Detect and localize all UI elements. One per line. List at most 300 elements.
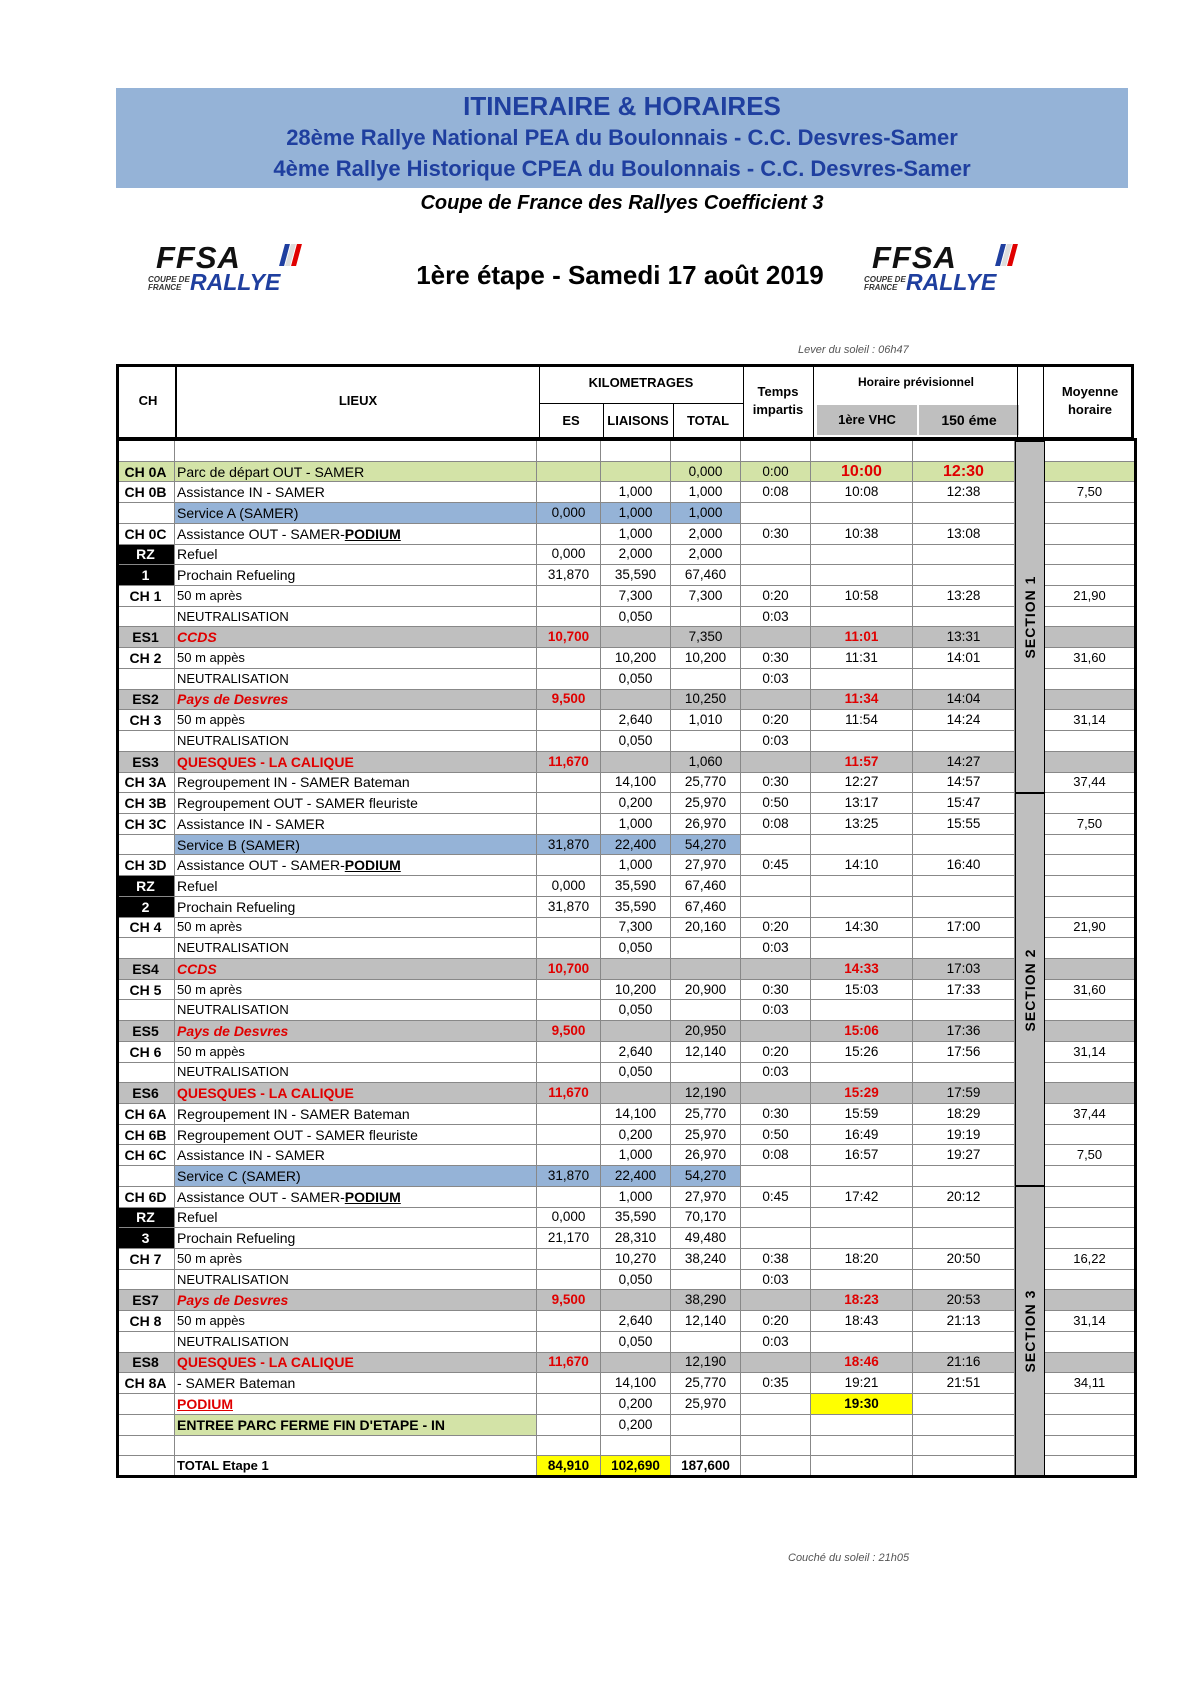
cell-ch: CH 3B: [117, 793, 175, 814]
cell-ch: [117, 1394, 175, 1415]
cell-moyenne: [1045, 461, 1135, 482]
cell-ch: [117, 1166, 175, 1187]
cell-temps: [741, 627, 811, 648]
cell-temps: 0:03: [741, 938, 811, 959]
cell-lieu: [175, 1331, 537, 1352]
table-row: [117, 772, 1135, 793]
cell-150eme: 14:01: [913, 648, 1015, 669]
table-row: [117, 1000, 1135, 1021]
lieu-label: Assistance OUT - SAMER-: [177, 857, 345, 874]
cell-150eme: [913, 1414, 1015, 1435]
cell-ch: [117, 1414, 175, 1435]
cell-liaisons: 1,000: [601, 1145, 671, 1166]
cell-liaisons: 102,690: [601, 1456, 671, 1477]
cell-150eme: [913, 565, 1015, 586]
cell-lieu: [175, 1145, 537, 1166]
section-1-label: SECTION 1: [1015, 441, 1045, 793]
cell-lieu: [175, 917, 537, 938]
cell-1ere-vhc: 11:31: [811, 648, 913, 669]
cell-es-km: [537, 1104, 601, 1125]
cell-150eme: 21:16: [913, 1352, 1015, 1373]
cell-es-km: [537, 855, 601, 876]
cell-temps: 0:03: [741, 1000, 811, 1021]
cell-moyenne: [1045, 1186, 1135, 1207]
cell-total: 20,160: [671, 917, 741, 938]
cell-ch: ES4: [117, 958, 175, 979]
table-row: [117, 1228, 1135, 1249]
cell-150eme: 16:40: [913, 855, 1015, 876]
lieu-label: 50 m après: [177, 919, 243, 935]
cell-total: 26,970: [671, 813, 741, 834]
cell-lieu: [175, 1352, 537, 1373]
cell-1ere-vhc: 11:57: [811, 751, 913, 772]
cell-liaisons: 10,270: [601, 1249, 671, 1270]
cell-temps: 0:03: [741, 1331, 811, 1352]
lieu-label: NEUTRALISATION: [177, 1064, 289, 1080]
cell-lieu: [175, 1394, 537, 1415]
empty-cell: [117, 441, 175, 462]
cell-ch: CH 4: [117, 917, 175, 938]
cell-moyenne: 37,44: [1045, 772, 1135, 793]
cell-1ere-vhc: 15:59: [811, 1104, 913, 1125]
cell-liaisons: 35,590: [601, 876, 671, 897]
cell-ch: CH 0B: [117, 482, 175, 503]
cell-ch: CH 0C: [117, 523, 175, 544]
cell-liaisons: 0,050: [601, 1062, 671, 1083]
cell-1ere-vhc: [811, 896, 913, 917]
cell-es-km: [537, 1145, 601, 1166]
cell-150eme: [913, 731, 1015, 752]
cell-es-km: [537, 1186, 601, 1207]
cell-1ere-vhc: 10:38: [811, 523, 913, 544]
table-row: [117, 731, 1135, 752]
cell-total: 70,170: [671, 1207, 741, 1228]
cell-liaisons: 1,000: [601, 523, 671, 544]
lieu-label: Pays de Desvres: [177, 1292, 289, 1309]
cell-moyenne: 7,50: [1045, 482, 1135, 503]
cell-1ere-vhc: [811, 834, 913, 855]
cell-liaisons: 0,200: [601, 1414, 671, 1435]
cell-liaisons: 35,590: [601, 565, 671, 586]
cell-moyenne: 31,14: [1045, 710, 1135, 731]
cell-1ere-vhc: [811, 668, 913, 689]
cell-ch: CH 6D: [117, 1186, 175, 1207]
cell-moyenne: [1045, 876, 1135, 897]
lieu-label: QUESQUES - LA CALIQUE: [177, 1354, 354, 1371]
cell-liaisons: 22,400: [601, 834, 671, 855]
flag-icon: [280, 244, 300, 266]
cell-temps: 0:03: [741, 1269, 811, 1290]
rally-name-national: 28ème Rallye National PEA du Boulonnais - C.C. Desvres-Samer: [286, 125, 958, 150]
col-horaire: Horaire prévisionnel: [857, 375, 975, 389]
cell-lieu: [175, 1104, 537, 1125]
table-row: [117, 1124, 1135, 1145]
table-row: [117, 627, 1135, 648]
cell-150eme: [913, 668, 1015, 689]
cell-1ere-vhc: 12:27: [811, 772, 913, 793]
cell-total: 7,300: [671, 586, 741, 607]
cell-es-km: [537, 979, 601, 1000]
lieu-label: Regroupement IN - SAMER Bateman: [177, 1105, 410, 1122]
cell-liaisons: 0,050: [601, 1269, 671, 1290]
cell-lieu: [175, 544, 537, 565]
table-row: [117, 1166, 1135, 1187]
stage-title: 1ère étape - Samedi 17 août 2019: [416, 260, 824, 290]
cell-lieu: [175, 793, 537, 814]
cell-temps: 0:20: [741, 1041, 811, 1062]
cell-lieu: [175, 772, 537, 793]
cell-1ere-vhc: [811, 1414, 913, 1435]
cell-es-km: [537, 668, 601, 689]
cell-temps: 0:03: [741, 731, 811, 752]
cell-ch: CH 1: [117, 586, 175, 607]
cell-temps: [741, 1414, 811, 1435]
cell-total: 67,460: [671, 896, 741, 917]
table-row: [117, 1331, 1135, 1352]
cell-es-km: 11,670: [537, 1083, 601, 1104]
cell-150eme: [913, 1062, 1015, 1083]
cell-150eme: 15:47: [913, 793, 1015, 814]
cell-moyenne: [1045, 855, 1135, 876]
table-row: [117, 1062, 1135, 1083]
cell-1ere-vhc: 13:25: [811, 813, 913, 834]
cell-total: [671, 668, 741, 689]
flag-icon: [996, 244, 1016, 266]
cell-liaisons: [601, 958, 671, 979]
lieu-label: Assistance IN - SAMER: [177, 484, 325, 501]
cell-liaisons: 0,050: [601, 1331, 671, 1352]
cell-lieu: [175, 1124, 537, 1145]
cell-lieu: [175, 586, 537, 607]
cell-liaisons: [601, 689, 671, 710]
cell-temps: [741, 503, 811, 524]
cell-150eme: 14:57: [913, 772, 1015, 793]
cell-ch: ES7: [117, 1290, 175, 1311]
table-row: [117, 793, 1135, 814]
cell-lieu: [175, 523, 537, 544]
cell-total: 0,000: [671, 461, 741, 482]
cell-temps: 0:30: [741, 979, 811, 1000]
cell-150eme: 21:51: [913, 1373, 1015, 1394]
lieu-label: Assistance OUT - SAMER-: [177, 1188, 345, 1205]
cell-1ere-vhc: 11:01: [811, 627, 913, 648]
cell-liaisons: 22,400: [601, 1166, 671, 1187]
cell-es-km: [537, 523, 601, 544]
cell-ch: 2: [117, 896, 175, 917]
cell-es-km: [537, 586, 601, 607]
cell-lieu: [175, 1062, 537, 1083]
cell-total: 27,970: [671, 855, 741, 876]
rally-name-historique: 4ème Rallye Historique CPEA du Boulonnais - C.C. Desvres-Samer: [273, 156, 971, 181]
cell-moyenne: [1045, 1290, 1135, 1311]
cell-temps: [741, 1290, 811, 1311]
cell-150eme: [913, 606, 1015, 627]
cell-es-km: 10,700: [537, 958, 601, 979]
cell-1ere-vhc: [811, 1456, 913, 1477]
cell-moyenne: [1045, 1062, 1135, 1083]
cell-150eme: 20:50: [913, 1249, 1015, 1270]
cell-150eme: 21:13: [913, 1311, 1015, 1332]
cell-ch: ES5: [117, 1021, 175, 1042]
lieu-label: 50 m après: [177, 981, 243, 997]
cell-moyenne: [1045, 793, 1135, 814]
cell-liaisons: 7,300: [601, 586, 671, 607]
cell-liaisons: 1,000: [601, 482, 671, 503]
cell-total: 25,970: [671, 793, 741, 814]
cell-moyenne: [1045, 627, 1135, 648]
cell-total: 38,290: [671, 1290, 741, 1311]
cell-1ere-vhc: 10:00: [811, 461, 913, 482]
cell-1ere-vhc: 18:43: [811, 1311, 913, 1332]
cell-150eme: [913, 938, 1015, 959]
cell-temps: [741, 565, 811, 586]
cell-liaisons: 0,050: [601, 938, 671, 959]
cell-moyenne: 31,60: [1045, 648, 1135, 669]
cell-ch: [117, 731, 175, 752]
cell-total: [671, 958, 741, 979]
empty-cell: [537, 1435, 601, 1456]
cell-temps: [741, 896, 811, 917]
col-temps-impartis: Temps impartis: [752, 384, 804, 417]
cell-lieu: [175, 1021, 537, 1042]
cell-total: 20,900: [671, 979, 741, 1000]
cell-ch: [117, 503, 175, 524]
table-row: [117, 1249, 1135, 1270]
cell-temps: [741, 1083, 811, 1104]
cell-ch: [117, 834, 175, 855]
podium-link: PODIUM: [344, 1188, 401, 1205]
cell-temps: 0:30: [741, 1104, 811, 1125]
cell-liaisons: [601, 627, 671, 648]
table-row: [117, 523, 1135, 544]
cell-1ere-vhc: [811, 731, 913, 752]
cell-es-km: 10,700: [537, 627, 601, 648]
cell-total: 25,970: [671, 1394, 741, 1415]
cell-temps: [741, 958, 811, 979]
lieu-label: NEUTRALISATION: [177, 670, 289, 686]
lieu-label: Parc de départ OUT - SAMER: [177, 463, 365, 480]
table-row: [117, 938, 1135, 959]
cell-1ere-vhc: 14:10: [811, 855, 913, 876]
cell-total: 2,000: [671, 544, 741, 565]
lieu-label: Assistance IN - SAMER: [177, 1147, 325, 1164]
cell-moyenne: [1045, 1414, 1135, 1435]
table-row: [117, 1083, 1135, 1104]
lieu-label: 50 m appès: [177, 712, 245, 728]
table-row: [117, 441, 1135, 462]
cell-total: 2,000: [671, 523, 741, 544]
cell-temps: [741, 1394, 811, 1415]
cell-moyenne: 34,11: [1045, 1373, 1135, 1394]
cell-1ere-vhc: [811, 1228, 913, 1249]
cell-moyenne: [1045, 606, 1135, 627]
cell-temps: [741, 751, 811, 772]
lieu-label: Service A (SAMER): [177, 505, 299, 522]
subtitle: Coupe de France des Rallyes Coefficient 3: [420, 192, 824, 214]
lieu-label: Assistance OUT - SAMER-: [177, 525, 345, 542]
cell-lieu: [175, 834, 537, 855]
cell-es-km: [537, 917, 601, 938]
cell-150eme: [913, 1269, 1015, 1290]
lieu-label: Prochain Refueling: [177, 567, 296, 584]
cell-total: 26,970: [671, 1145, 741, 1166]
cell-total: 54,270: [671, 834, 741, 855]
cell-total: 7,350: [671, 627, 741, 648]
cell-ch: RZ: [117, 1207, 175, 1228]
cell-temps: 0:03: [741, 668, 811, 689]
cell-temps: [741, 1456, 811, 1477]
cell-lieu: [175, 751, 537, 772]
cell-temps: [741, 689, 811, 710]
cell-lieu: [175, 482, 537, 503]
cell-150eme: 19:19: [913, 1124, 1015, 1145]
cell-1ere-vhc: [811, 1269, 913, 1290]
cell-es-km: [537, 1414, 601, 1435]
cell-liaisons: 2,640: [601, 1311, 671, 1332]
table-row: [117, 979, 1135, 1000]
cell-temps: [741, 1166, 811, 1187]
cell-lieu: [175, 627, 537, 648]
cell-1ere-vhc: 15:06: [811, 1021, 913, 1042]
cell-ch: CH 5: [117, 979, 175, 1000]
cell-total: [671, 731, 741, 752]
cell-ch: CH 6C: [117, 1145, 175, 1166]
col-total: TOTAL: [686, 413, 730, 428]
cell-ch: RZ: [117, 544, 175, 565]
cell-temps: 0:50: [741, 793, 811, 814]
cell-150eme: 17:36: [913, 1021, 1015, 1042]
cell-150eme: 17:33: [913, 979, 1015, 1000]
cell-liaisons: 28,310: [601, 1228, 671, 1249]
cell-es-km: [537, 606, 601, 627]
cell-es-km: 31,870: [537, 1166, 601, 1187]
cell-moyenne: 16,22: [1045, 1249, 1135, 1270]
cell-moyenne: [1045, 731, 1135, 752]
cell-ch: 3: [117, 1228, 175, 1249]
cell-moyenne: [1045, 1394, 1135, 1415]
table-row: [117, 606, 1135, 627]
cell-lieu: [175, 1083, 537, 1104]
lieu-label: Service C (SAMER): [177, 1168, 301, 1185]
cell-total: [671, 1000, 741, 1021]
cell-total: 12,190: [671, 1083, 741, 1104]
cell-moyenne: [1045, 565, 1135, 586]
cell-150eme: [913, 544, 1015, 565]
table-row: [117, 503, 1135, 524]
cell-total: 1,000: [671, 503, 741, 524]
col-moyenne-horaire: Moyenne horaire: [1061, 384, 1119, 417]
cell-total: 25,970: [671, 1124, 741, 1145]
table-row: [117, 1145, 1135, 1166]
cell-lieu: [175, 1456, 537, 1477]
lieu-label: NEUTRALISATION: [177, 1271, 289, 1287]
cell-ch: [117, 668, 175, 689]
col-150eme: 150 éme: [919, 405, 1019, 435]
cell-es-km: [537, 1394, 601, 1415]
empty-cell: [811, 441, 913, 462]
cell-liaisons: 0,200: [601, 1394, 671, 1415]
sunset-note: Couché du soleil : 21h05: [788, 1552, 910, 1564]
table-row: [117, 710, 1135, 731]
cell-moyenne: [1045, 1000, 1135, 1021]
table-row: [117, 1269, 1135, 1290]
col-1ere-vhc: 1ère VHC: [817, 405, 917, 435]
cell-es-km: 11,670: [537, 1352, 601, 1373]
page-title: ITINERAIRE & HORAIRES: [463, 91, 781, 121]
cell-lieu: [175, 938, 537, 959]
cell-es-km: [537, 1041, 601, 1062]
table-row: [117, 1435, 1135, 1456]
cell-es-km: 9,500: [537, 1290, 601, 1311]
cell-lieu: [175, 813, 537, 834]
table-header: [116, 364, 1134, 440]
table-row: [117, 917, 1135, 938]
cell-temps: 0:08: [741, 813, 811, 834]
cell-ch: ES3: [117, 751, 175, 772]
empty-cell: [741, 1435, 811, 1456]
cell-total: 12,190: [671, 1352, 741, 1373]
cell-temps: 0:08: [741, 1145, 811, 1166]
cell-moyenne: 7,50: [1045, 813, 1135, 834]
cell-1ere-vhc: 16:57: [811, 1145, 913, 1166]
empty-cell: [811, 1435, 913, 1456]
lieu-label: 50 m appès: [177, 1043, 245, 1059]
cell-total: [671, 1414, 741, 1435]
cell-liaisons: 14,100: [601, 1373, 671, 1394]
table-row: [117, 1414, 1135, 1435]
empty-cell: [913, 1435, 1015, 1456]
cell-es-km: 0,000: [537, 876, 601, 897]
cell-liaisons: 14,100: [601, 772, 671, 793]
cell-es-km: 31,870: [537, 565, 601, 586]
cell-es-km: [537, 1269, 601, 1290]
cell-total: [671, 1269, 741, 1290]
empty-cell: [601, 1435, 671, 1456]
cell-150eme: [913, 896, 1015, 917]
cell-lieu: [175, 565, 537, 586]
cell-150eme: [913, 1166, 1015, 1187]
table-row: [117, 482, 1135, 503]
cell-moyenne: [1045, 503, 1135, 524]
table-row: [117, 648, 1135, 669]
cell-ch: ES6: [117, 1083, 175, 1104]
cell-liaisons: 35,590: [601, 1207, 671, 1228]
itinerary-table: [116, 440, 1135, 1477]
cell-lieu: [175, 1373, 537, 1394]
cell-150eme: 14:04: [913, 689, 1015, 710]
table-row: [117, 855, 1135, 876]
podium-link: PODIUM: [344, 525, 401, 542]
cell-liaisons: [601, 1083, 671, 1104]
cell-1ere-vhc: 17:42: [811, 1186, 913, 1207]
cell-lieu: [175, 1311, 537, 1332]
lieu-label: Pays de Desvres: [177, 1022, 289, 1039]
cell-lieu: [175, 1228, 537, 1249]
cell-150eme: 13:08: [913, 523, 1015, 544]
empty-cell: [1045, 1435, 1135, 1456]
table-row: [117, 813, 1135, 834]
cell-ch: [117, 1062, 175, 1083]
cell-total: 67,460: [671, 565, 741, 586]
cell-ch: 1: [117, 565, 175, 586]
sunrise-note: Lever du soleil : 06h47: [798, 344, 909, 356]
cell-moyenne: 37,44: [1045, 1104, 1135, 1125]
table-row: [117, 689, 1135, 710]
cell-lieu: [175, 731, 537, 752]
cell-temps: 0:20: [741, 917, 811, 938]
lieu-label: CCDS: [177, 629, 217, 646]
cell-es-km: 0,000: [537, 544, 601, 565]
